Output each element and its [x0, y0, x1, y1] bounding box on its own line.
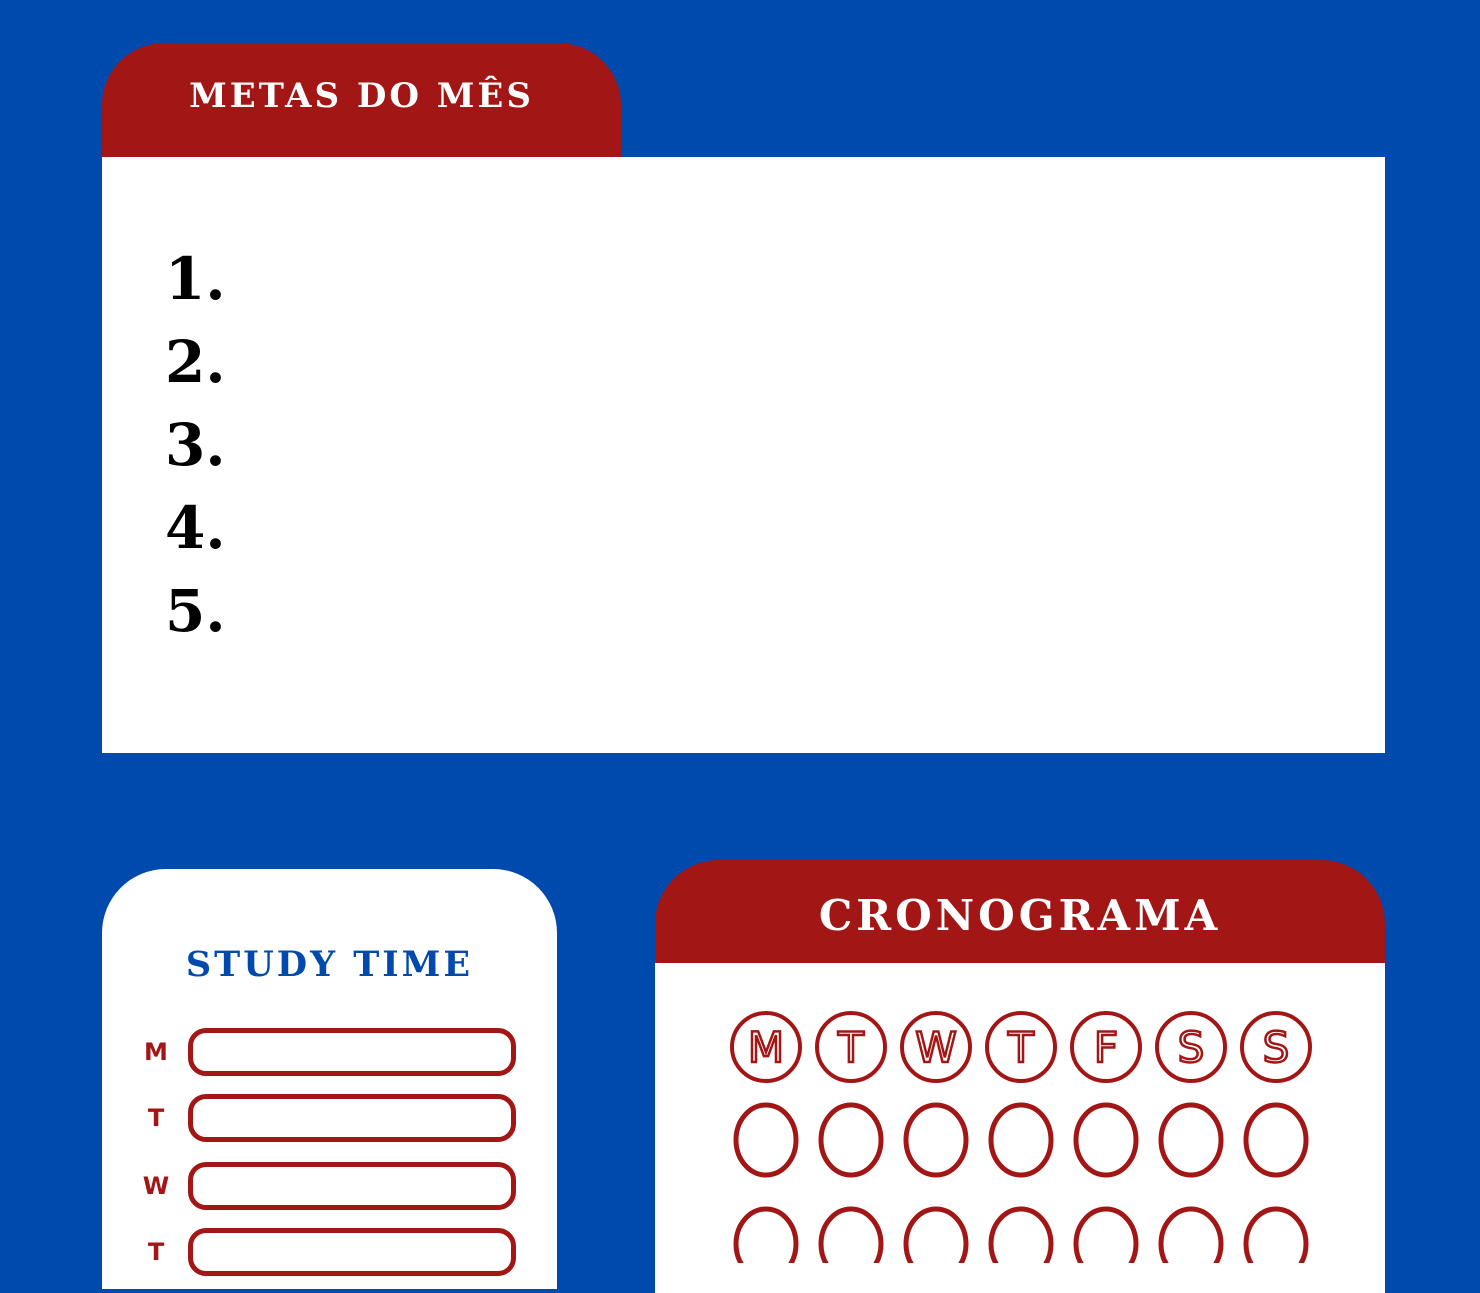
weekday-label: M	[747, 1023, 785, 1072]
goals-card	[102, 157, 1385, 753]
study-day-label: W	[142, 1172, 170, 1200]
goals-title: METAS DO MÊS	[189, 76, 534, 116]
study-time-slot[interactable]	[188, 1028, 516, 1076]
study-row-tuesday	[130, 1094, 530, 1142]
weekday-label: T	[838, 1023, 864, 1072]
goal-item-1[interactable]: 1.	[165, 245, 226, 313]
cronograma-card	[655, 963, 1385, 1293]
schedule-check-circle[interactable]	[821, 1209, 881, 1263]
weekday-label: T	[1008, 1023, 1034, 1072]
schedule-check-circle[interactable]	[906, 1209, 966, 1263]
schedule-check-circle[interactable]	[906, 1105, 966, 1175]
cronograma-grid	[655, 963, 1385, 1263]
study-day-label: T	[147, 1104, 165, 1132]
study-row-wednesday	[130, 1162, 530, 1210]
schedule-check-circle[interactable]	[991, 1209, 1051, 1263]
study-day-label: T	[147, 1238, 165, 1266]
weekday-label: S	[1177, 1023, 1205, 1072]
goal-item-3[interactable]: 3.	[165, 411, 226, 479]
study-row-thursday	[130, 1228, 530, 1276]
schedule-check-circle[interactable]	[1246, 1209, 1306, 1263]
goal-item-5[interactable]: 5.	[165, 577, 226, 645]
weekday-label: W	[915, 1023, 957, 1072]
schedule-check-circle[interactable]	[1161, 1105, 1221, 1175]
weekday-label: F	[1093, 1023, 1119, 1072]
goals-list	[165, 238, 226, 653]
cronograma-title: CRONOGRAMA	[818, 891, 1222, 940]
study-time-slot[interactable]	[188, 1228, 516, 1276]
weekday-label: S	[1262, 1023, 1290, 1072]
goal-item-2[interactable]: 2.	[165, 328, 226, 396]
study-time-title: STUDY TIME	[185, 944, 474, 985]
goal-item-4[interactable]: 4.	[165, 494, 226, 562]
study-time-slot[interactable]	[188, 1162, 516, 1210]
schedule-check-circle[interactable]	[1246, 1105, 1306, 1175]
schedule-check-circle[interactable]	[1076, 1105, 1136, 1175]
study-time-card	[102, 869, 557, 1289]
schedule-check-circle[interactable]	[1161, 1209, 1221, 1263]
schedule-check-circle[interactable]	[821, 1105, 881, 1175]
study-row-monday	[130, 1028, 530, 1076]
schedule-check-circle[interactable]	[1076, 1209, 1136, 1263]
schedule-check-circle[interactable]	[736, 1209, 796, 1263]
study-day-label: M	[144, 1038, 168, 1066]
schedule-check-circle[interactable]	[991, 1105, 1051, 1175]
schedule-check-circle[interactable]	[736, 1105, 796, 1175]
study-time-slot[interactable]	[188, 1094, 516, 1142]
